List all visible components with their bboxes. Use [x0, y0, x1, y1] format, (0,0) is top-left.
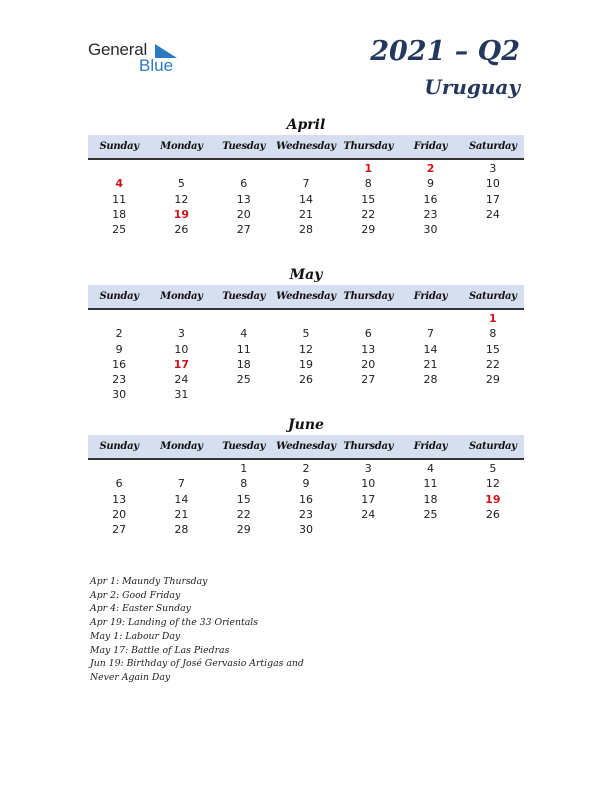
weekday-header: [88, 285, 524, 310]
week-row: [88, 192, 524, 207]
day-cell: 11: [236, 342, 251, 356]
day-cell: 12: [485, 477, 500, 491]
weekday-label: Thursday: [343, 441, 394, 452]
day-cell: 9: [302, 477, 310, 491]
day-cell: 26: [298, 373, 313, 387]
day-cell: 6: [240, 177, 248, 191]
day-cell: 12: [174, 192, 189, 206]
day-cell: 26: [485, 507, 500, 521]
page-title: 2021 – Q2: [370, 36, 520, 67]
weekday-label: Sunday: [99, 141, 139, 152]
day-cell: 25: [236, 373, 251, 387]
week-row: [88, 372, 524, 387]
day-cell: [88, 161, 150, 176]
week-row: [88, 357, 524, 372]
weekday-label: Sunday: [99, 441, 139, 452]
day-cell: 27: [236, 223, 251, 237]
day-cell: [150, 311, 212, 326]
day-cell: [88, 461, 150, 476]
day-cell: 25: [423, 507, 438, 521]
day-cell: 15: [361, 192, 376, 206]
month-calendar-june: [88, 415, 524, 537]
holiday-notes: [90, 575, 330, 685]
day-cell: 17: [485, 192, 500, 206]
day-cell: 3: [489, 162, 497, 175]
holiday-note: May 17: Battle of Las Piedras: [90, 644, 230, 656]
week-row: [88, 387, 524, 402]
day-cell: [213, 387, 275, 402]
day-cell: [337, 522, 399, 537]
holiday-note: Apr 19: Landing of the 33 Orientals: [90, 617, 259, 629]
day-cell: 7: [427, 327, 435, 341]
day-cell: 27: [112, 523, 127, 537]
day-cell: [213, 161, 275, 176]
day-cell: 18: [423, 492, 438, 506]
week-row: [88, 176, 524, 191]
day-cell: 17: [361, 492, 376, 506]
week-row: [88, 522, 524, 537]
weekday-label: Saturday: [468, 441, 517, 452]
day-cell: 20: [112, 507, 127, 521]
day-cell: 18: [236, 357, 251, 371]
day-cell: 4: [427, 462, 435, 475]
day-cell: [337, 311, 399, 326]
day-cell: 10: [361, 477, 376, 491]
week-row: [88, 207, 524, 222]
day-cell: [399, 311, 461, 326]
day-cell: 26: [174, 223, 189, 237]
day-cell: 10: [174, 342, 189, 356]
holiday-day-cell: 19: [173, 207, 190, 221]
day-cell: 5: [489, 462, 497, 475]
day-cell: 20: [361, 357, 376, 371]
day-cell: 11: [112, 192, 127, 206]
day-cell: 13: [361, 342, 376, 356]
holiday-note: Jun 19: Birthday of José Gervasio Artigas and Never Again Day: [90, 658, 304, 683]
holiday-note: Apr 1: Maundy Thursday: [90, 576, 208, 587]
day-cell: 24: [485, 207, 500, 221]
weekday-label: Monday: [160, 291, 203, 302]
day-cell: 6: [115, 477, 123, 491]
day-cell: 28: [423, 373, 438, 387]
week-row: [88, 326, 524, 341]
day-cell: 14: [174, 492, 189, 506]
day-cell: 18: [112, 207, 127, 221]
month-calendar-may: [88, 265, 524, 403]
day-cell: 16: [423, 192, 438, 206]
day-cell: 25: [112, 223, 127, 237]
day-cell: 28: [298, 223, 313, 237]
day-cell: 13: [236, 192, 251, 206]
day-cell: 5: [302, 327, 310, 341]
day-cell: 4: [240, 327, 248, 341]
country-name: Uruguay: [424, 75, 520, 99]
holiday-day-cell: 19: [485, 492, 501, 506]
day-cell: 23: [423, 207, 438, 221]
holiday-day-cell: 1: [489, 312, 497, 325]
day-cell: 19: [298, 357, 313, 371]
day-cell: 22: [236, 507, 251, 521]
day-cell: 16: [112, 357, 127, 371]
day-cell: 29: [236, 523, 251, 537]
week-row: [88, 461, 524, 476]
week-row: [88, 476, 524, 491]
day-cell: 8: [489, 327, 497, 341]
day-cell: 2: [302, 462, 310, 475]
day-cell: [150, 161, 212, 176]
weekday-label: Friday: [413, 141, 448, 152]
day-cell: 22: [485, 357, 500, 371]
day-cell: [275, 161, 337, 176]
week-rows: [88, 310, 524, 403]
holiday-note: Apr 4: Easter Sunday: [90, 603, 191, 615]
day-cell: [275, 311, 337, 326]
weekday-label: Thursday: [343, 141, 394, 152]
day-cell: 24: [174, 373, 189, 387]
holiday-day-cell: 4: [115, 177, 123, 191]
day-cell: 30: [423, 223, 438, 237]
day-cell: 2: [115, 327, 123, 341]
day-cell: 24: [361, 507, 376, 521]
day-cell: 3: [177, 327, 185, 341]
day-cell: 22: [361, 207, 376, 221]
day-cell: 23: [112, 373, 127, 387]
day-cell: 31: [174, 388, 189, 402]
day-cell: 1: [240, 462, 248, 475]
holiday-day-cell: 1: [364, 162, 373, 175]
weekday-label: Monday: [160, 441, 203, 452]
day-cell: 30: [298, 523, 313, 537]
day-cell: 6: [364, 327, 372, 341]
day-cell: 29: [485, 373, 500, 387]
month-title: May: [289, 267, 323, 283]
day-cell: 9: [115, 342, 123, 356]
day-cell: 21: [423, 357, 438, 371]
weekday-label: Sunday: [99, 291, 139, 302]
month-title: April: [286, 117, 326, 133]
weekday-header: [88, 435, 524, 460]
day-cell: 13: [112, 492, 127, 506]
day-cell: 16: [298, 492, 313, 506]
weekday-label: Wednesday: [276, 141, 336, 152]
weekday-label: Tuesday: [222, 291, 266, 302]
holiday-day-cell: 17: [173, 357, 190, 371]
generalblue-logo: [88, 40, 188, 76]
day-cell: 23: [298, 507, 313, 521]
day-cell: 12: [298, 342, 313, 356]
weekday-label: Tuesday: [222, 441, 266, 452]
day-cell: 14: [423, 342, 438, 356]
month-calendar-april: [88, 115, 524, 237]
week-row: [88, 311, 524, 326]
weekday-label: Wednesday: [276, 291, 336, 302]
day-cell: [275, 387, 337, 402]
week-row: [88, 222, 524, 237]
day-cell: 9: [427, 177, 435, 191]
day-cell: [462, 522, 524, 537]
day-cell: 10: [485, 177, 500, 191]
day-cell: [462, 387, 524, 402]
day-cell: [337, 387, 399, 402]
weekday-label: Wednesday: [276, 441, 336, 452]
week-rows: [88, 160, 524, 237]
weekday-label: Friday: [413, 441, 448, 452]
holiday-day-cell: 2: [426, 162, 435, 175]
week-row: [88, 492, 524, 507]
weekday-label: Saturday: [468, 141, 517, 152]
day-cell: 20: [236, 207, 251, 221]
day-cell: 28: [174, 523, 189, 537]
weekday-label: Tuesday: [222, 141, 266, 152]
day-cell: 11: [423, 477, 438, 491]
day-cell: [462, 222, 524, 237]
day-cell: 7: [177, 477, 185, 491]
day-cell: [150, 461, 212, 476]
day-cell: [399, 522, 461, 537]
week-row: [88, 161, 524, 176]
logo-word-blue: Blue: [139, 56, 174, 75]
weekday-header: [88, 135, 524, 160]
holiday-note: May 1: Labour Day: [90, 630, 181, 642]
day-cell: 27: [361, 373, 376, 387]
day-cell: 3: [364, 462, 372, 475]
day-cell: 5: [177, 177, 185, 191]
holiday-note: Apr 2: Good Friday: [90, 589, 181, 601]
day-cell: 29: [361, 223, 376, 237]
day-cell: [399, 387, 461, 402]
day-cell: 15: [236, 492, 251, 506]
day-cell: 14: [298, 192, 313, 206]
weekday-label: Thursday: [343, 291, 394, 302]
day-cell: 21: [174, 507, 189, 521]
day-cell: 15: [485, 342, 500, 356]
logo-word-general: General: [88, 40, 148, 59]
day-cell: [213, 311, 275, 326]
day-cell: [88, 311, 150, 326]
weekday-label: Saturday: [468, 291, 517, 302]
day-cell: 21: [298, 207, 313, 221]
day-cell: 7: [302, 177, 310, 191]
week-rows: [88, 460, 524, 537]
day-cell: 8: [364, 177, 372, 191]
week-row: [88, 507, 524, 522]
weekday-label: Monday: [160, 141, 203, 152]
day-cell: 8: [240, 477, 248, 491]
day-cell: 30: [112, 388, 127, 402]
week-row: [88, 342, 524, 357]
month-title: June: [288, 417, 324, 433]
weekday-label: Friday: [413, 291, 448, 302]
